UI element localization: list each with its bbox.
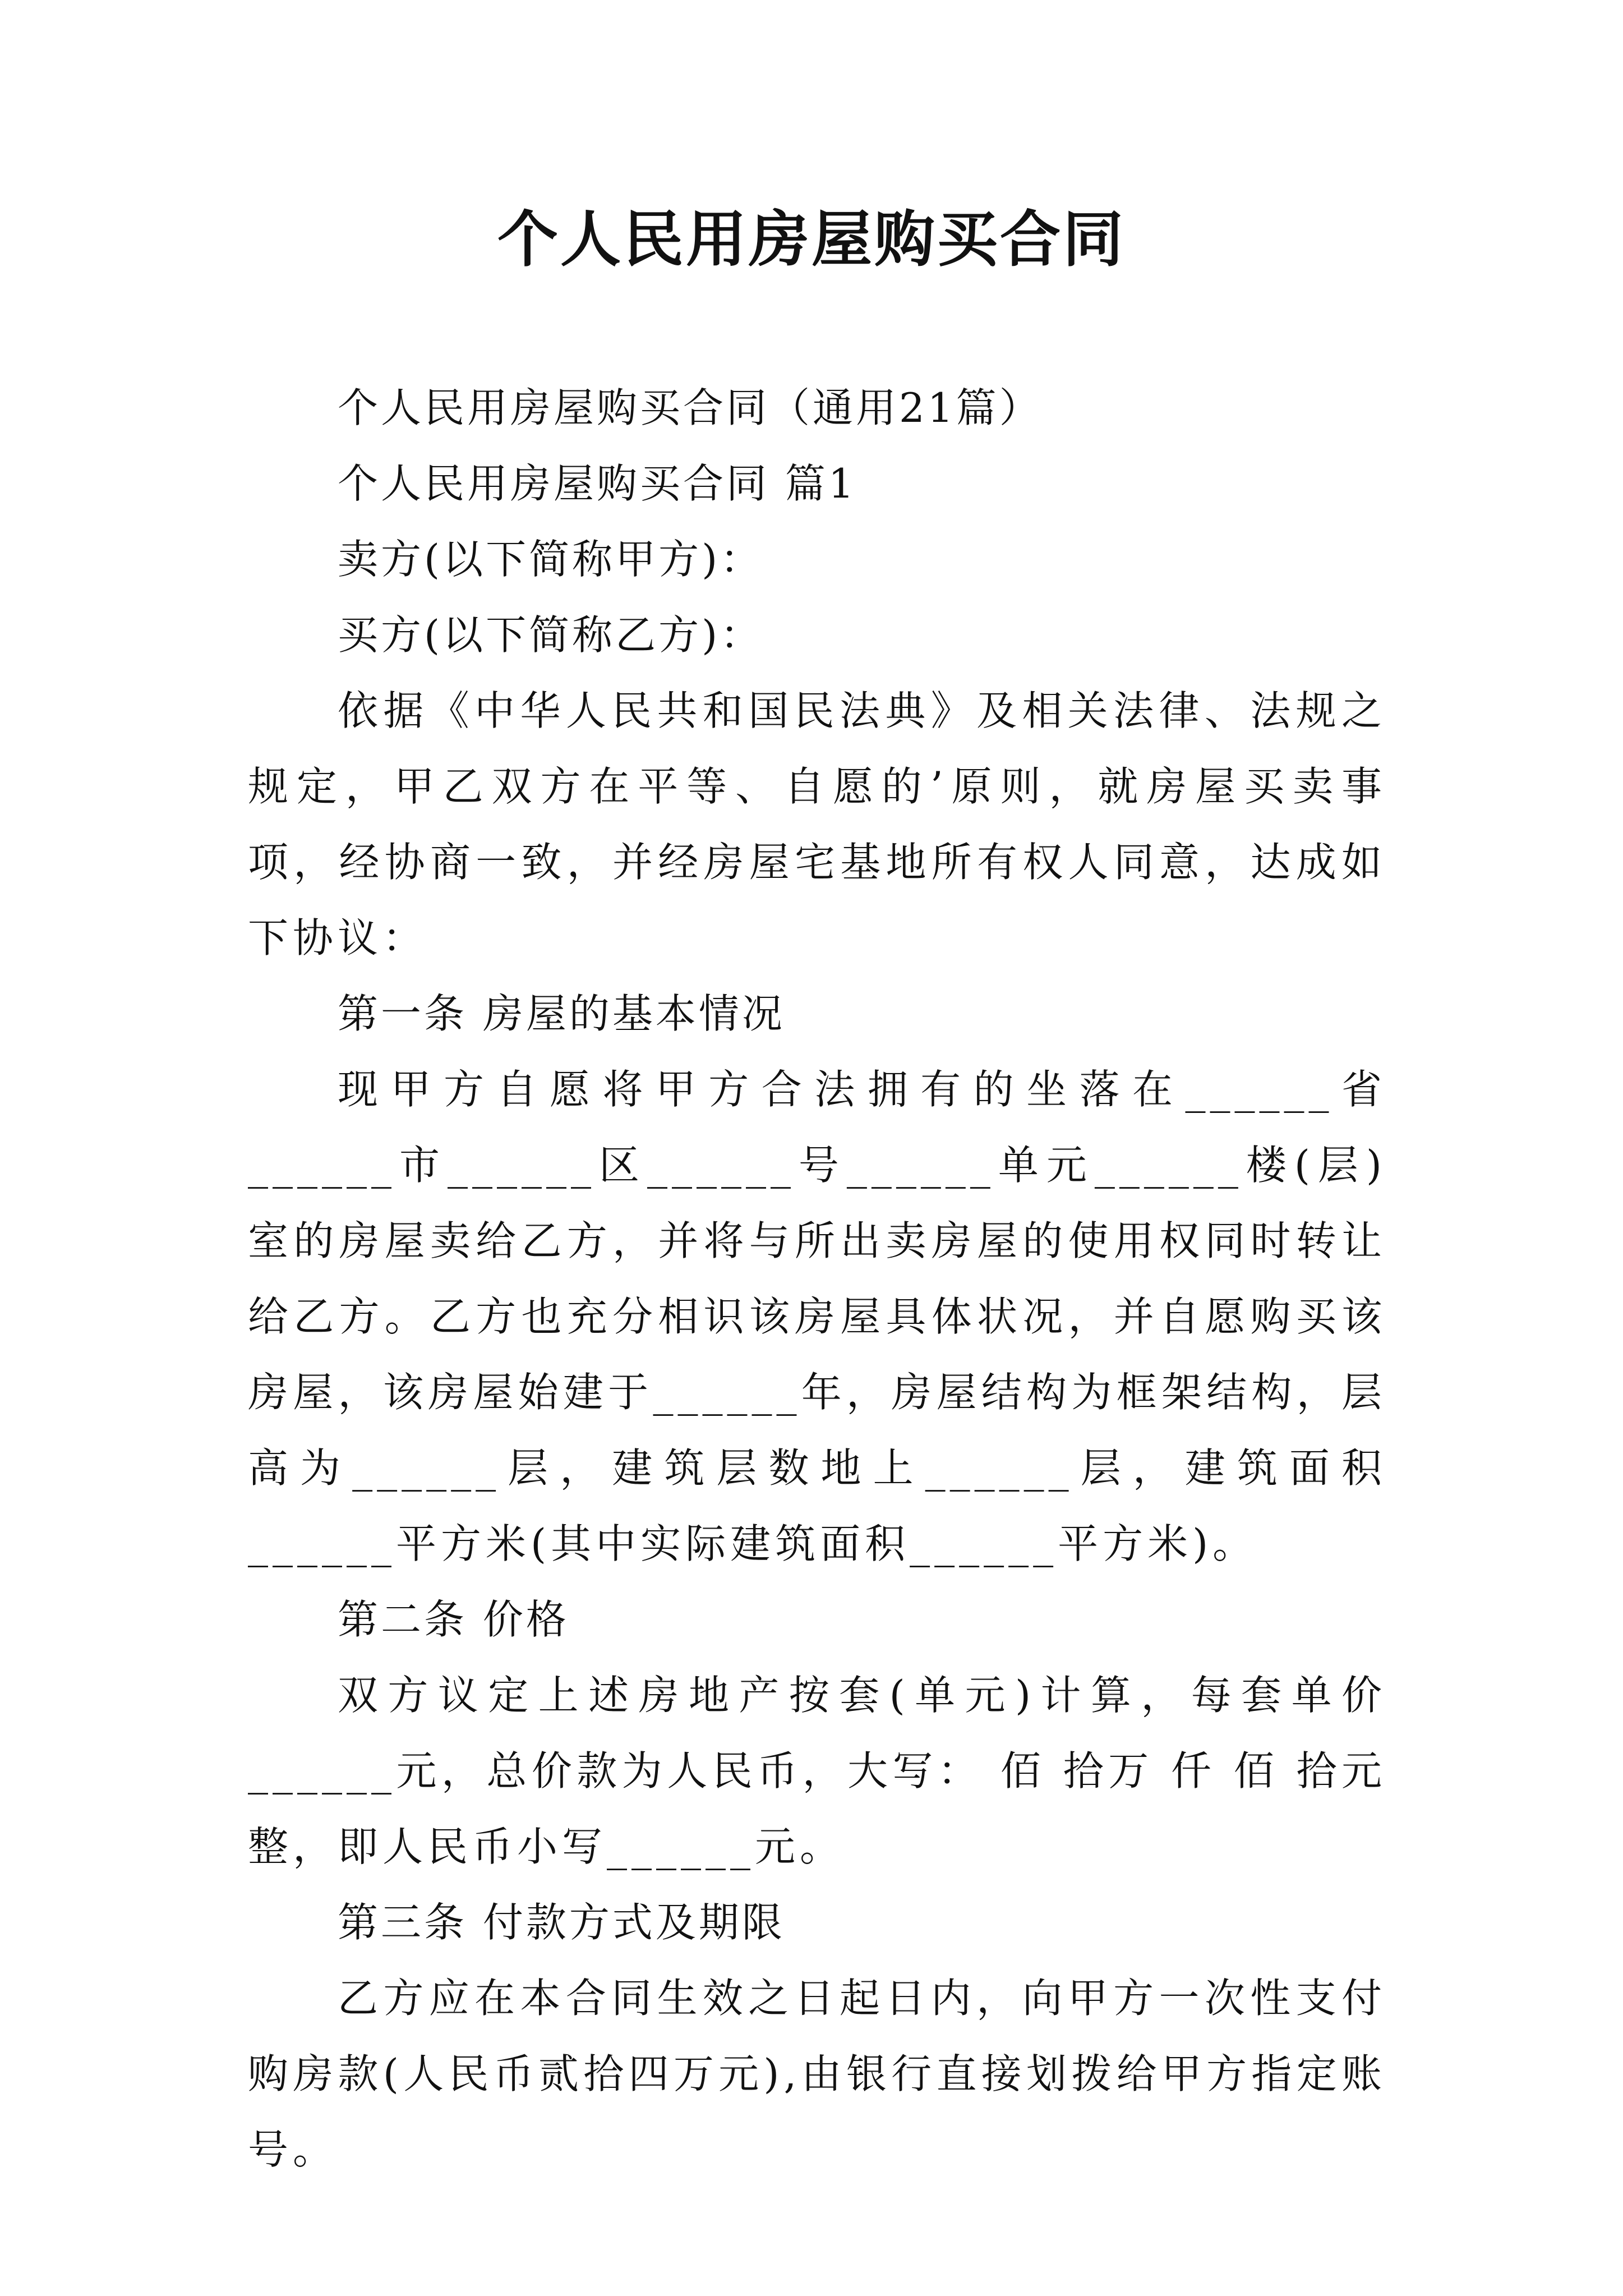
article-1-heading: 第一条 房屋的基本情况 bbox=[338, 990, 785, 1037]
article-2-paragraph: 双方议定上述房地产按套(单元)计算，每套单价______元，总价款为人民币，大写： 佰 拾万 仟 佰 拾元整，即人民币小写______元。 bbox=[248, 1672, 1386, 1870]
article-3-heading: 第三条 付款方式及期限 bbox=[338, 1899, 785, 1946]
preamble-paragraph: 依据《中华人民共和国民法典》及相关法律、法规之规定，甲乙双方在平等、自愿的’原则，就房屋买卖事项，经协商一致，并经房屋宅基地所有权人同意，达成如下协议： bbox=[248, 687, 1386, 961]
article-3-paragraph: 乙方应在本合同生效之日起日内，向甲方一次性支付购房款(人民币贰拾四万元),由银行直接划拨给甲方指定账号。 bbox=[248, 1975, 1386, 2173]
buyer-line: 买方(以下简称乙方)： bbox=[338, 611, 764, 659]
article-1-paragraph: 现甲方自愿将甲方合法拥有的坐落在______省______市______区______号______单元______楼(层)室的房屋卖给乙方，并将与所出卖房屋的使用权同时转让给乙方。乙方也充分相识该房屋具体状况，并自愿购买该房屋，该房屋始建于______年，房屋结构为框架结构，层高为______层，建筑层数地上______层，建筑面积______平方米(其中实际建筑面积______平方米)。 bbox=[248, 1066, 1386, 1567]
page-title: 个人民用房屋购买合同 bbox=[497, 204, 1126, 275]
article-2-heading: 第二条 价格 bbox=[338, 1596, 569, 1643]
section-heading-part-1: 个人民用房屋购买合同 篇1 bbox=[338, 460, 857, 507]
document-body bbox=[248, 370, 1386, 2188]
document-subtitle: 个人民用房屋购买合同（通用21篇） bbox=[338, 384, 1043, 431]
seller-line: 卖方(以下简称甲方)： bbox=[338, 536, 764, 583]
